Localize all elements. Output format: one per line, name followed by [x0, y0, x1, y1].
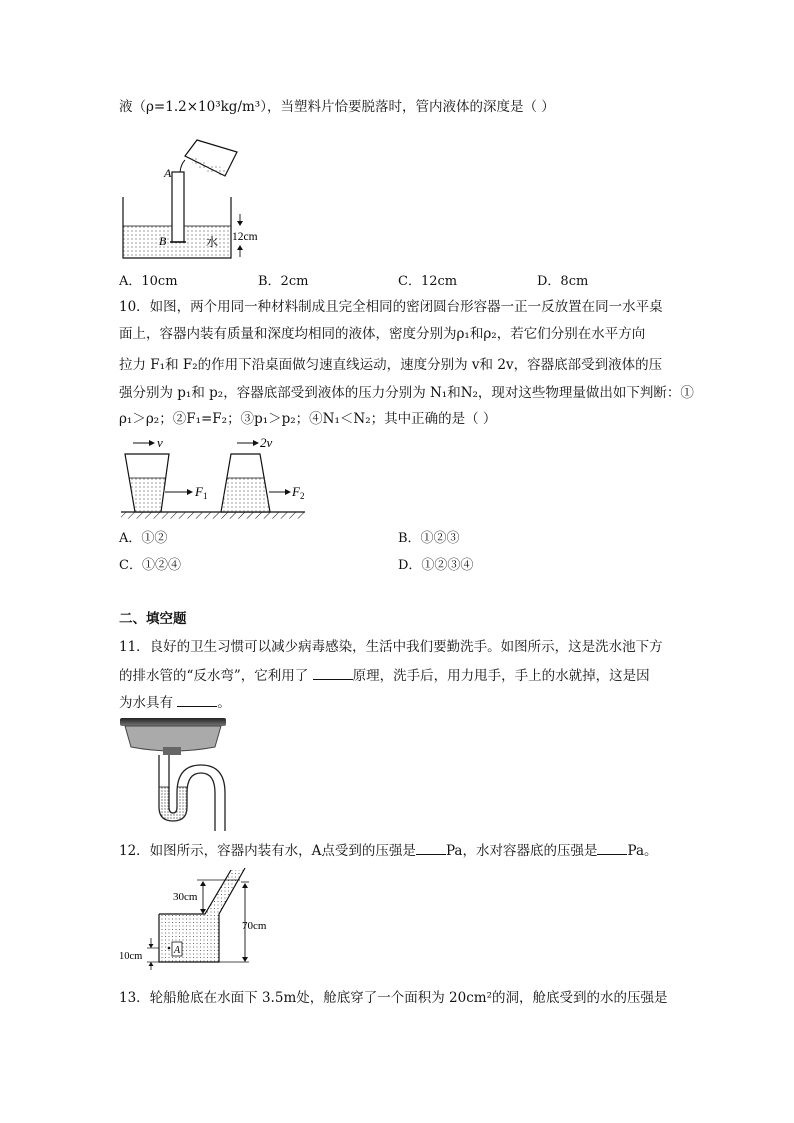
- q9-option-b[interactable]: B．2cm: [258, 274, 309, 289]
- q12-line-middle: Pa，水对容器底的压强是: [445, 843, 598, 859]
- q12-blank-1[interactable]: [416, 840, 446, 855]
- q10-option-c[interactable]: C．①②④: [119, 558, 181, 573]
- q12-figure: [119, 862, 279, 972]
- q9-figure: [119, 130, 269, 262]
- q10-line-5: ρ₁＞ρ₂；②F₁=F₂；③p₁＞p₂；④N₁＜N₂；其中正确的是（ ）: [119, 411, 497, 427]
- q10-line-3: 拉力 F₁和 F₂的作用下沿桌面做匀速直线运动，速度分别为 v和 2v，容器底部受到液体的压: [119, 357, 663, 373]
- q12-line-suffix: Pa。: [627, 843, 658, 859]
- q12-label-10cm: 10cm: [119, 951, 143, 962]
- q11-figure: [119, 715, 229, 833]
- q12-label-30cm: 30cm: [173, 891, 198, 903]
- q10-option-d[interactable]: D．①②③④: [398, 558, 474, 573]
- q11-line-2-prefix: 的排水管的“反水弯”，它利用了: [119, 668, 313, 684]
- q9-option-c[interactable]: C．12cm: [398, 274, 458, 289]
- q10-label-v: v: [157, 435, 163, 450]
- q11-line-3-prefix: 为水具有: [119, 695, 178, 711]
- q12-label-a: A: [174, 945, 181, 956]
- q10-line-4: 强分别为 p₁和 p₂，容器底部受到液体的压力分别为 N₁和N₂，现对这些物理量做出如下判断：①: [119, 385, 694, 401]
- q10-label-2v: 2v: [260, 435, 273, 450]
- q13-line: 13．轮船舱底在水面下 3.5m处，舱底穿了一个面积为 20cm²的洞，舱底受到的水的压强是: [119, 990, 668, 1006]
- q12-line-prefix: 12．如图所示，容器内装有水，A点受到的压强是: [119, 843, 416, 859]
- q10-line-2: 面上，容器内装有质量和深度均相同的液体，密度分别为ρ₁和ρ₂，若它们分别在水平方向: [119, 326, 646, 342]
- q9-question-line: 液（ρ=1.2×10³kg/m³），当塑料片恰要脱落时，管内液体的深度是（ ）: [119, 99, 555, 115]
- q9-label-depth: 12cm: [232, 231, 258, 243]
- q11-line-2-suffix: 原理，洗手后，用力甩手，手上的水就掉，这是因: [352, 668, 650, 684]
- q10-option-b[interactable]: B．①②③: [398, 531, 460, 546]
- q11-blank-1[interactable]: [313, 665, 353, 680]
- q10-sub-f1: 1: [203, 491, 208, 501]
- q9-label-b: B: [159, 234, 167, 248]
- q10-line-1: 10．如图，两个用同一种材料制成且完全相同的密闭圆台形容器一正一反放置在同一水平桌: [119, 299, 663, 315]
- q9-option-d[interactable]: D．8cm: [537, 274, 589, 289]
- q10-option-a[interactable]: A．①②: [119, 531, 168, 546]
- q11-line-1: 11．良好的卫生习惯可以减少病毒感染，生活中我们要勤洗手。如图所示，这是洗水池下方: [119, 639, 663, 655]
- q10-label-f1: F: [195, 484, 203, 499]
- q9-label-a: A: [164, 166, 172, 180]
- q10-figure: [119, 434, 309, 520]
- q11-blank-2[interactable]: [177, 692, 217, 707]
- q12-label-70cm: 70cm: [242, 920, 267, 932]
- q10-sub-f2: 2: [300, 491, 305, 501]
- q11-line-3: [119, 692, 231, 713]
- q9-option-a[interactable]: A．10cm: [119, 274, 178, 289]
- section-title-fill-in: 二、填空题: [119, 611, 187, 627]
- q12-blank-2[interactable]: [597, 840, 627, 855]
- q11-line-2: [119, 665, 650, 686]
- q12-line: [119, 840, 658, 861]
- q11-line-3-suffix: 。: [217, 695, 231, 711]
- q9-label-water: 水: [206, 235, 219, 249]
- q10-label-f2: F: [292, 484, 300, 499]
